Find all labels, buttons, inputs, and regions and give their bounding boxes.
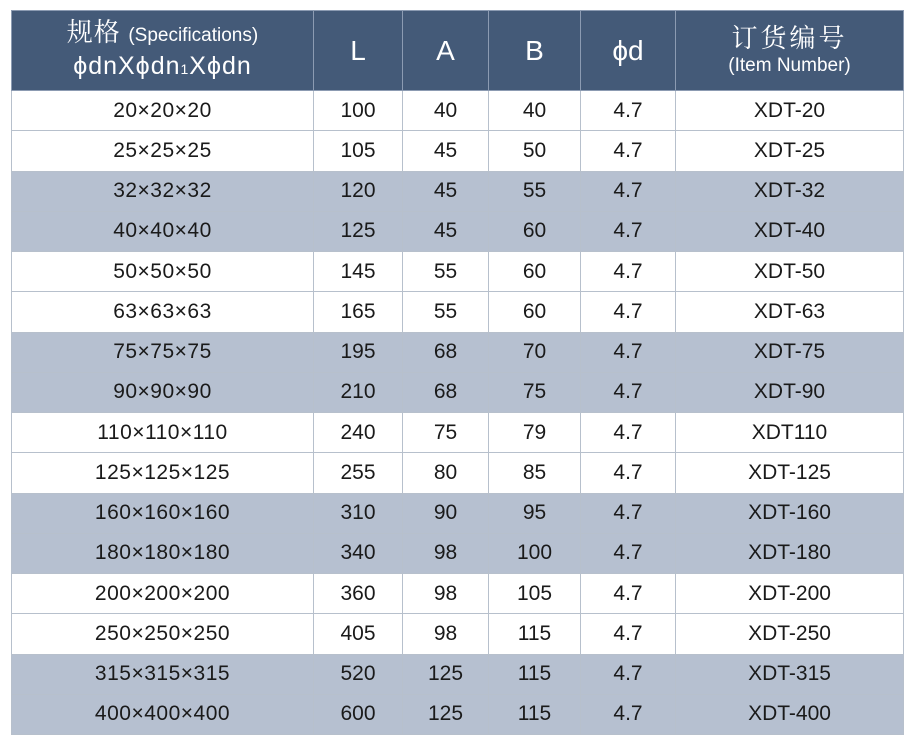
item-number-cell: XDT-160 [676,493,904,533]
b-cell: 75 [489,372,581,412]
a-cell: 45 [403,171,489,211]
spec-cell: 400×400×400 [12,694,314,734]
d-cell: 4.7 [581,252,676,292]
item-number-cell: XDT-125 [676,453,904,493]
table-row [12,654,904,694]
table-row [12,211,904,251]
l-cell: 360 [314,574,403,614]
spec-cell: 75×75×75 [12,332,314,372]
a-cell: 55 [403,292,489,332]
header-B: B [489,11,581,91]
item-number-cell: XDT110 [676,413,904,453]
spec-cell: 200×200×200 [12,574,314,614]
table-row [12,292,904,332]
spec-cell: 50×50×50 [12,252,314,292]
l-cell: 340 [314,533,403,573]
header-item-cn: 订货编号 [731,22,848,53]
header-spec-formula-a: ϕdnXϕdn [73,52,181,80]
item-number-cell: XDT-50 [676,252,904,292]
a-cell: 68 [403,372,489,412]
a-cell: 125 [403,694,489,734]
item-number-cell: XDT-75 [676,332,904,372]
b-cell: 55 [489,171,581,211]
b-cell: 115 [489,654,581,694]
l-cell: 195 [314,332,403,372]
table-body [12,91,904,735]
header-item-number [676,11,904,91]
b-cell: 50 [489,131,581,171]
d-cell: 4.7 [581,372,676,412]
spec-cell: 110×110×110 [12,413,314,453]
spec-cell: 180×180×180 [12,533,314,573]
item-number-cell: XDT-32 [676,171,904,211]
d-cell: 4.7 [581,533,676,573]
d-cell: 4.7 [581,292,676,332]
l-cell: 125 [314,211,403,251]
header-item-en: (Item Number) [728,54,851,76]
spec-cell: 25×25×25 [12,131,314,171]
item-number-cell: XDT-250 [676,614,904,654]
header-specifications [12,11,314,91]
table-row [12,694,904,734]
spec-cell: 90×90×90 [12,372,314,412]
d-cell: 4.7 [581,171,676,211]
b-cell: 100 [489,533,581,573]
d-cell: 4.7 [581,654,676,694]
a-cell: 98 [403,533,489,573]
item-number-cell: XDT-400 [676,694,904,734]
header-spec-cn: 规格 [66,17,121,47]
d-cell: 4.7 [581,211,676,251]
spec-cell: 315×315×315 [12,654,314,694]
table-row [12,453,904,493]
item-number-cell: XDT-20 [676,91,904,131]
spec-cell: 160×160×160 [12,493,314,533]
item-number-cell: XDT-200 [676,574,904,614]
header-spec-formula-b: Xϕdn [189,52,252,80]
table-row [12,91,904,131]
table-row [12,332,904,372]
table-row [12,372,904,412]
d-cell: 4.7 [581,694,676,734]
header-L: L [314,11,403,91]
item-number-cell: XDT-63 [676,292,904,332]
l-cell: 120 [314,171,403,211]
spec-cell: 40×40×40 [12,211,314,251]
a-cell: 98 [403,614,489,654]
table-row [12,171,904,211]
header-A: A [403,11,489,91]
b-cell: 79 [489,413,581,453]
a-cell: 45 [403,131,489,171]
table-row [12,413,904,453]
item-number-cell: XDT-90 [676,372,904,412]
b-cell: 115 [489,694,581,734]
spec-cell: 125×125×125 [12,453,314,493]
a-cell: 40 [403,91,489,131]
spec-cell: 63×63×63 [12,292,314,332]
l-cell: 405 [314,614,403,654]
d-cell: 4.7 [581,91,676,131]
a-cell: 75 [403,413,489,453]
table-row [12,252,904,292]
item-number-cell: XDT-40 [676,211,904,251]
b-cell: 105 [489,574,581,614]
l-cell: 100 [314,91,403,131]
d-cell: 4.7 [581,574,676,614]
d-cell: 4.7 [581,131,676,171]
b-cell: 60 [489,292,581,332]
spec-cell: 20×20×20 [12,91,314,131]
b-cell: 60 [489,211,581,251]
a-cell: 125 [403,654,489,694]
b-cell: 95 [489,493,581,533]
d-cell: 4.7 [581,614,676,654]
b-cell: 85 [489,453,581,493]
spec-cell: 250×250×250 [12,614,314,654]
table-row [12,131,904,171]
b-cell: 115 [489,614,581,654]
l-cell: 310 [314,493,403,533]
spec-cell: 32×32×32 [12,171,314,211]
d-cell: 4.7 [581,413,676,453]
d-cell: 4.7 [581,453,676,493]
a-cell: 80 [403,453,489,493]
header-spec-en: (Specifications) [128,25,259,46]
l-cell: 600 [314,694,403,734]
d-cell: 4.7 [581,332,676,372]
spec-table-container [11,10,903,734]
table-row [12,493,904,533]
table-row [12,614,904,654]
l-cell: 210 [314,372,403,412]
table-row [12,574,904,614]
a-cell: 90 [403,493,489,533]
l-cell: 165 [314,292,403,332]
a-cell: 55 [403,252,489,292]
l-cell: 520 [314,654,403,694]
item-number-cell: XDT-315 [676,654,904,694]
header-d: ϕd [581,11,676,91]
a-cell: 45 [403,211,489,251]
a-cell: 68 [403,332,489,372]
b-cell: 60 [489,252,581,292]
b-cell: 70 [489,332,581,372]
l-cell: 240 [314,413,403,453]
l-cell: 255 [314,453,403,493]
item-number-cell: XDT-180 [676,533,904,573]
header-spec-formula-sub: 1 [180,61,190,77]
d-cell: 4.7 [581,493,676,533]
l-cell: 105 [314,131,403,171]
b-cell: 40 [489,91,581,131]
a-cell: 98 [403,574,489,614]
header-row [12,11,904,91]
spec-table [11,10,904,735]
table-row [12,533,904,573]
l-cell: 145 [314,252,403,292]
item-number-cell: XDT-25 [676,131,904,171]
